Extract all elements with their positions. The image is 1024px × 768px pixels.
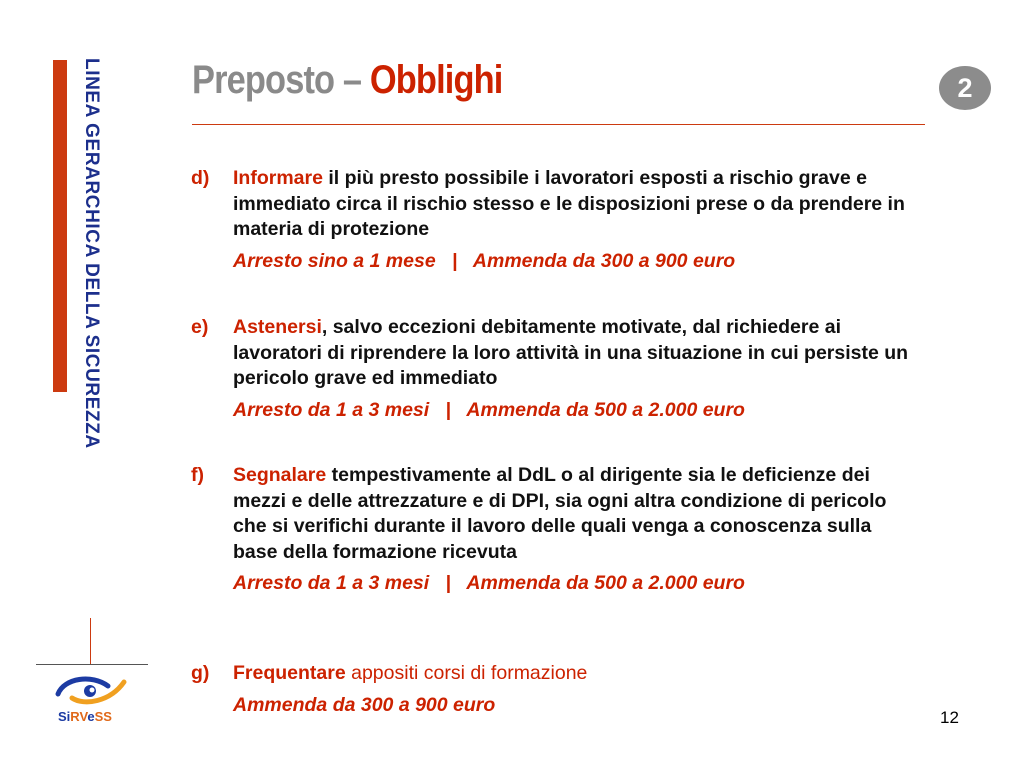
item-letter: d) bbox=[191, 167, 210, 189]
accent-bar bbox=[53, 60, 67, 392]
page-number: 12 bbox=[940, 708, 959, 727]
item-penalty: Arresto da 1 a 3 mesi | Ammenda da 500 a 2.000 euro bbox=[233, 572, 745, 594]
list-item bbox=[191, 463, 921, 597]
item-text: tempestivamente al DdL o al dirigente sia le deficienze dei mezzi e delle attrezzature e di DPI, sia ogni altra condizione di pericolo che si verifichi durante il lavoro delle quali venga a conoscenza sulla base della formazione ricevuta bbox=[233, 464, 887, 563]
divider-horizontal bbox=[36, 664, 148, 665]
vertical-section-title: LINEA GERARCHICA DELLA SICUREZZA bbox=[81, 58, 102, 449]
title-accent: Obblighi bbox=[369, 58, 503, 102]
section-number-badge: 2 bbox=[939, 66, 991, 110]
title-main: Preposto – bbox=[192, 58, 362, 102]
item-text: il più presto possibile i lavoratori esposti a rischio grave e immediato circa il rischio stesso e le disposizioni prese o da prendere in materia di protezione bbox=[233, 167, 905, 240]
list-item bbox=[191, 315, 921, 423]
item-penalty: Arresto sino a 1 mese | Ammenda da 300 a 900 euro bbox=[233, 249, 736, 272]
item-text: , salvo eccezioni debitamente motivate, dal richiedere ai lavoratori di riprendere la loro attività in una situazione in cui persiste un pericolo grave ed immediato bbox=[233, 316, 909, 389]
item-penalty: Ammenda da 300 a 900 euro bbox=[233, 693, 496, 716]
item-letter: g) bbox=[191, 662, 210, 684]
logo-wordmark: SiRVeSS bbox=[58, 709, 112, 724]
page-title bbox=[192, 58, 502, 103]
item-text: appositi corsi di formazione bbox=[345, 662, 588, 684]
sirvess-logo-icon bbox=[52, 672, 132, 708]
item-keyword: Frequentare bbox=[233, 662, 346, 684]
item-keyword: Segnalare bbox=[233, 464, 327, 486]
item-penalty: Arresto da 1 a 3 mesi | Ammenda da 500 a 2.000 euro bbox=[233, 398, 745, 421]
list-item bbox=[191, 661, 921, 718]
item-letter: f) bbox=[191, 464, 204, 486]
item-keyword: Informare bbox=[233, 167, 323, 189]
divider-vertical bbox=[90, 618, 91, 664]
title-underline bbox=[192, 124, 925, 125]
item-keyword: Astenersi bbox=[233, 316, 322, 338]
list-item bbox=[191, 166, 921, 274]
item-letter: e) bbox=[191, 316, 209, 338]
